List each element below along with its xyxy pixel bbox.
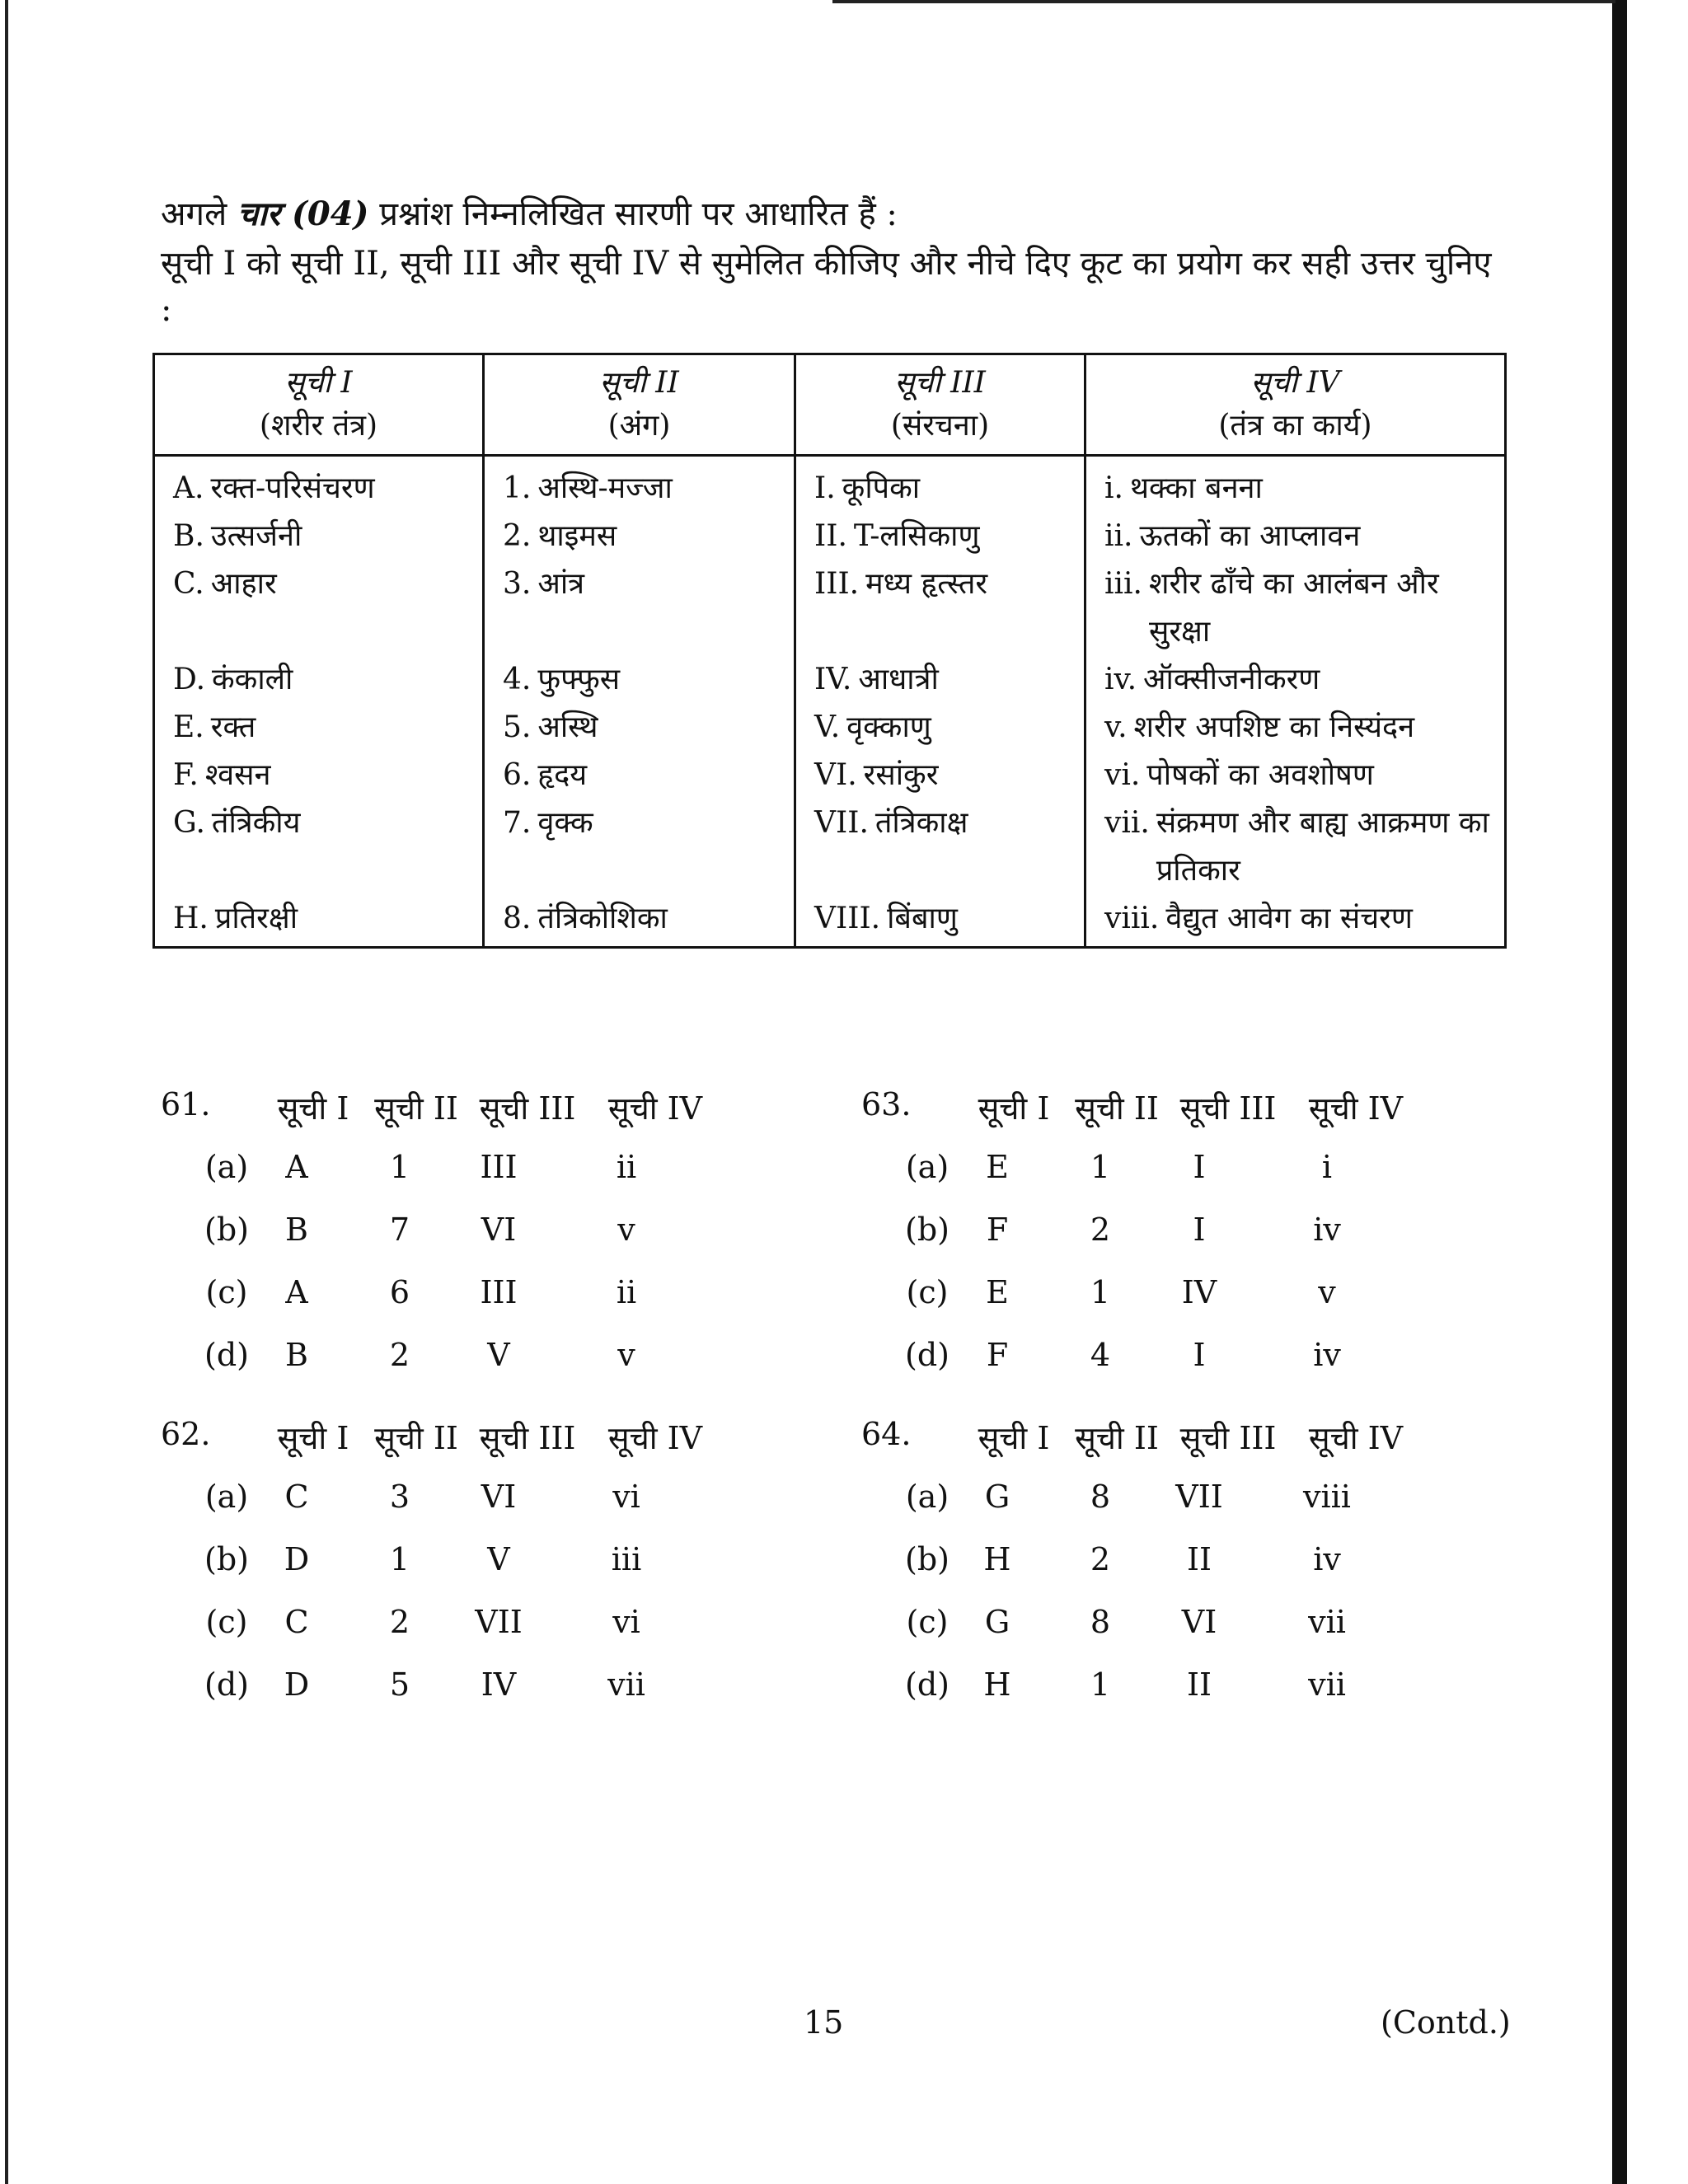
option-value: 3 (389, 1479, 410, 1515)
item-value: पोषकों का अवशोषण (1146, 758, 1374, 792)
option-label[interactable]: (d) (905, 1337, 950, 1373)
option-value: vi (612, 1604, 640, 1640)
option-value: 2 (389, 1604, 410, 1640)
question-62 (161, 1416, 787, 1746)
list-item (173, 465, 471, 513)
table-body-row (154, 456, 1506, 948)
option-label[interactable]: (a) (204, 1149, 249, 1185)
column-header: सूची IV (607, 1420, 703, 1456)
column-header: सूची II (374, 1090, 458, 1127)
header-list-4 (1085, 354, 1506, 456)
option-value: v (1318, 1274, 1336, 1310)
item-value: आहार (210, 567, 277, 601)
list-item (173, 704, 471, 752)
list-item (503, 656, 782, 704)
option-label[interactable]: (b) (905, 1541, 950, 1577)
continued-label: (Contd.) (1381, 2004, 1511, 2041)
header-title: सूची I (284, 366, 353, 400)
question-header-row (161, 1416, 787, 1457)
item-value: रक्त-परिसंचरण (210, 471, 375, 505)
scan-edge-top (832, 0, 1615, 3)
question-number: 62. (161, 1416, 211, 1452)
option-label[interactable]: (d) (905, 1666, 950, 1703)
header-sub: (शरीर तंत्र) (259, 409, 378, 443)
option-row[interactable] (861, 1274, 1488, 1315)
item-key: G. (173, 806, 205, 840)
item-key: I. (814, 471, 836, 505)
option-value: H (983, 1541, 1011, 1577)
option-value: vii (607, 1666, 645, 1703)
item-key: 3. (503, 567, 532, 601)
scan-edge-right (1612, 0, 1627, 2184)
option-value: 2 (1090, 1541, 1111, 1577)
item-key: vi. (1104, 758, 1141, 792)
item-value: शरीर अपशिष्ट का निस्यंदन (1133, 710, 1415, 744)
list-item (1104, 895, 1493, 943)
item-key: III. (814, 567, 860, 601)
option-value: i (1321, 1149, 1333, 1185)
option-value: vii (1308, 1666, 1346, 1703)
option-value: C (284, 1604, 309, 1640)
column-header: सूची II (1075, 1090, 1159, 1127)
option-value: IV (481, 1666, 517, 1703)
list-item (503, 895, 782, 943)
list-item (1104, 560, 1493, 656)
option-row[interactable] (161, 1337, 787, 1378)
item-value: ऊतकों का आप्लावन (1139, 519, 1361, 553)
option-value: II (1186, 1666, 1212, 1703)
item-key: v. (1104, 710, 1128, 744)
item-value: श्वसन (204, 758, 271, 792)
option-row[interactable] (861, 1149, 1488, 1190)
item-value: वृक्काणु (846, 710, 931, 744)
list-item (173, 895, 471, 943)
option-value: III (480, 1274, 518, 1310)
list-item (173, 752, 471, 799)
option-label[interactable]: (a) (905, 1479, 950, 1515)
item-key: F. (173, 758, 199, 792)
option-row[interactable] (161, 1274, 787, 1315)
header-sub: (अंग) (607, 409, 671, 443)
option-label[interactable]: (c) (205, 1274, 248, 1310)
option-value: ii (616, 1149, 637, 1185)
option-row[interactable] (861, 1541, 1488, 1582)
item-key: D. (173, 663, 206, 696)
option-value: 5 (389, 1666, 410, 1703)
option-value: 8 (1090, 1604, 1111, 1640)
column-header: सूची IV (1308, 1090, 1404, 1127)
item-key: H. (173, 902, 209, 935)
option-value: V (487, 1337, 510, 1373)
matching-table (152, 353, 1507, 949)
option-value: III (480, 1149, 518, 1185)
option-value: F (986, 1337, 1009, 1373)
item-value: थाइमस (537, 519, 617, 553)
list-item (503, 560, 782, 656)
option-value: C (284, 1479, 309, 1515)
item-value: कूपिका (842, 471, 921, 505)
option-value: VII (1175, 1479, 1223, 1515)
item-value: ऑक्सीजनीकरण (1143, 663, 1320, 696)
option-row[interactable] (161, 1541, 787, 1582)
option-row[interactable] (861, 1604, 1488, 1645)
column-header: सूची I (978, 1420, 1050, 1456)
option-value: v (617, 1337, 635, 1373)
item-key: iii. (1104, 567, 1142, 601)
column-header: सूची III (479, 1090, 576, 1127)
column-header: सूची IV (607, 1090, 703, 1127)
option-label[interactable]: (b) (905, 1212, 950, 1248)
option-value: VI (1181, 1604, 1217, 1640)
item-value: तंत्रिकाक्ष (874, 806, 968, 840)
intro-instruction: सूची I को सूची II, सूची III और सूची IV से सुमेलित कीजिए और नीचे दिए कूट का प्रयोग कर सही उत्तर चुनिए : (161, 245, 1492, 329)
item-key: 2. (503, 519, 532, 553)
list-item (1104, 465, 1493, 513)
option-value: 1 (389, 1541, 410, 1577)
option-value: D (284, 1666, 310, 1703)
question-number: 63. (861, 1086, 912, 1122)
intro-text: अगले (161, 195, 227, 233)
question-64 (861, 1416, 1488, 1746)
item-value: तंत्रिकोशिका (537, 902, 668, 935)
column-header: सूची III (1179, 1090, 1277, 1127)
option-value: G (984, 1604, 1010, 1640)
option-value: D (284, 1541, 310, 1577)
option-label[interactable]: (c) (906, 1274, 949, 1310)
option-value: 1 (1090, 1274, 1111, 1310)
column-header: सूची I (277, 1420, 349, 1456)
option-label[interactable]: (b) (204, 1212, 249, 1248)
column-header: सूची III (479, 1420, 576, 1456)
option-value: VII (475, 1604, 523, 1640)
column-header: सूची III (1179, 1420, 1277, 1456)
item-value: कंकाली (212, 663, 293, 696)
option-value: vi (612, 1479, 640, 1515)
option-value: v (617, 1212, 635, 1248)
item-value: शरीर ढाँचे का आलंबन और सुरक्षा (1148, 567, 1439, 649)
option-value: E (986, 1274, 1009, 1310)
list-item (503, 752, 782, 799)
option-value: 2 (1090, 1212, 1111, 1248)
option-value: F (986, 1212, 1009, 1248)
column-header: सूची IV (1308, 1420, 1404, 1456)
item-key: IV. (814, 663, 852, 696)
option-value: 1 (1090, 1149, 1111, 1185)
list-item (1104, 799, 1493, 895)
item-value: हृदय (537, 758, 588, 792)
option-row[interactable] (161, 1149, 787, 1190)
column-header: सूची II (1075, 1420, 1159, 1456)
item-value: रक्त (210, 710, 256, 744)
option-value: E (986, 1149, 1009, 1185)
item-value: वैद्युत आवेग का संचरण (1165, 902, 1413, 935)
item-key: A. (173, 471, 204, 505)
item-key: 6. (503, 758, 532, 792)
item-key: viii. (1104, 902, 1160, 935)
header-list-3 (795, 354, 1085, 456)
list-3-column (795, 456, 1085, 948)
option-row[interactable] (161, 1212, 787, 1253)
header-list-1 (154, 354, 484, 456)
option-value: VI (481, 1212, 517, 1248)
option-value: ii (616, 1274, 637, 1310)
list-item (814, 465, 1072, 513)
item-key: i. (1104, 471, 1123, 505)
question-63 (861, 1086, 1488, 1416)
header-title: सूची III (894, 366, 986, 400)
option-label[interactable]: (a) (905, 1149, 950, 1185)
list-item (1104, 513, 1493, 560)
option-value: VI (481, 1479, 517, 1515)
item-key: E. (173, 710, 204, 744)
question-61 (161, 1086, 787, 1416)
option-value: 8 (1090, 1479, 1111, 1515)
option-value: II (1186, 1541, 1212, 1577)
option-label[interactable]: (d) (204, 1666, 249, 1703)
list-item (1104, 656, 1493, 704)
item-value: वृक्क (537, 806, 593, 840)
list-item (814, 513, 1072, 560)
option-value: A (285, 1149, 308, 1185)
list-item (1104, 752, 1493, 799)
item-value: बिंबाणु (887, 902, 958, 935)
page-number: 15 (804, 2004, 844, 2041)
option-value: 4 (1090, 1337, 1111, 1373)
option-row[interactable] (861, 1479, 1488, 1520)
list-item (1104, 704, 1493, 752)
item-value: T-लसिकाणु (853, 519, 980, 553)
list-item (503, 704, 782, 752)
item-key: VI. (814, 758, 857, 792)
option-value: iv (1313, 1337, 1341, 1373)
option-value: B (285, 1337, 308, 1373)
option-label[interactable]: (d) (204, 1337, 249, 1373)
list-4-column (1085, 456, 1506, 948)
option-value: A (285, 1274, 308, 1310)
item-key: vii. (1104, 806, 1150, 840)
question-header-row (861, 1416, 1488, 1457)
option-row[interactable] (161, 1666, 787, 1708)
item-key: B. (173, 519, 204, 553)
list-item (173, 513, 471, 560)
item-key: ii. (1104, 519, 1133, 553)
question-header-row (161, 1086, 787, 1127)
option-value: 1 (389, 1149, 410, 1185)
table-header-row (154, 354, 1506, 456)
option-value: IV (1181, 1274, 1217, 1310)
item-key: 4. (503, 663, 532, 696)
header-title: सूची IV (1250, 366, 1340, 400)
header-sub: (तंत्र का कार्य) (1218, 409, 1372, 443)
item-key: 1. (503, 471, 532, 505)
list-item (814, 704, 1072, 752)
header-list-2 (484, 354, 795, 456)
option-label[interactable]: (c) (906, 1604, 949, 1640)
item-value: मध्य हृत्स्तर (865, 567, 988, 601)
intro-emphasis: चार (04) (237, 194, 369, 233)
question-number: 61. (161, 1086, 211, 1122)
column-header: सूची I (277, 1090, 349, 1127)
item-value: फुफ्फुस (537, 663, 621, 696)
option-label[interactable]: (a) (204, 1479, 249, 1515)
item-key: VII. (814, 806, 869, 840)
list-item (173, 799, 471, 895)
item-key: II. (814, 519, 847, 553)
item-value: आंत्र (537, 567, 585, 601)
option-label[interactable]: (c) (205, 1604, 248, 1640)
item-key: V. (814, 710, 841, 744)
list-item (503, 465, 782, 513)
item-value: आधात्री (858, 663, 939, 696)
item-value: अस्थि (537, 710, 598, 744)
option-value: 2 (389, 1337, 410, 1373)
item-value: अस्थि-मज्जा (537, 471, 673, 505)
option-value: iv (1313, 1212, 1341, 1248)
option-value: I (1193, 1149, 1206, 1185)
option-value: I (1193, 1212, 1206, 1248)
item-key: 7. (503, 806, 532, 840)
header-sub: (संरचना) (890, 409, 990, 443)
item-key: 5. (503, 710, 532, 744)
item-value: प्रतिरक्षी (214, 902, 298, 935)
list-item (814, 656, 1072, 704)
list-item (173, 560, 471, 656)
list-1-column (154, 456, 484, 948)
list-2-column (484, 456, 795, 948)
option-value: I (1193, 1337, 1206, 1373)
option-value: 1 (1090, 1666, 1111, 1703)
item-key: 8. (503, 902, 532, 935)
item-value: उत्सर्जनी (210, 519, 302, 553)
option-value: iii (611, 1541, 642, 1577)
option-value: B (285, 1212, 308, 1248)
list-item (814, 752, 1072, 799)
list-item (503, 513, 782, 560)
list-item (814, 895, 1072, 943)
option-value: 7 (389, 1212, 410, 1248)
list-item (814, 560, 1072, 656)
item-key: VIII. (814, 902, 881, 935)
column-header: सूची I (978, 1090, 1050, 1127)
item-value: तंत्रिकीय (211, 806, 301, 840)
option-value: viii (1303, 1479, 1351, 1515)
option-value: G (984, 1479, 1010, 1515)
column-header: सूची II (374, 1420, 458, 1456)
option-value: V (487, 1541, 510, 1577)
scan-edge-left (5, 0, 8, 2184)
option-row[interactable] (861, 1337, 1488, 1378)
item-value: रसांकुर (863, 758, 939, 792)
item-value: संक्रमण और बाह्य आक्रमण का प्रतिकार (1156, 806, 1489, 888)
question-number: 64. (861, 1416, 912, 1452)
list-item (503, 799, 782, 895)
option-value: 6 (389, 1274, 410, 1310)
option-row[interactable] (861, 1666, 1488, 1708)
list-item (173, 656, 471, 704)
list-item (814, 799, 1072, 895)
item-key: C. (173, 567, 204, 601)
header-title: सूची II (599, 366, 679, 400)
option-row[interactable] (861, 1212, 1488, 1253)
option-value: iv (1313, 1541, 1341, 1577)
intro-line-1 (161, 191, 1512, 237)
item-key: iv. (1104, 663, 1137, 696)
option-row[interactable] (161, 1604, 787, 1645)
option-label[interactable]: (b) (204, 1541, 249, 1577)
intro-text: प्रश्नांश निम्नलिखित सारणी पर आधारित हैं : (379, 195, 898, 233)
question-header-row (861, 1086, 1488, 1127)
option-row[interactable] (161, 1479, 787, 1520)
option-value: vii (1308, 1604, 1346, 1640)
option-value: H (983, 1666, 1011, 1703)
item-value: थक्का बनना (1129, 471, 1263, 505)
